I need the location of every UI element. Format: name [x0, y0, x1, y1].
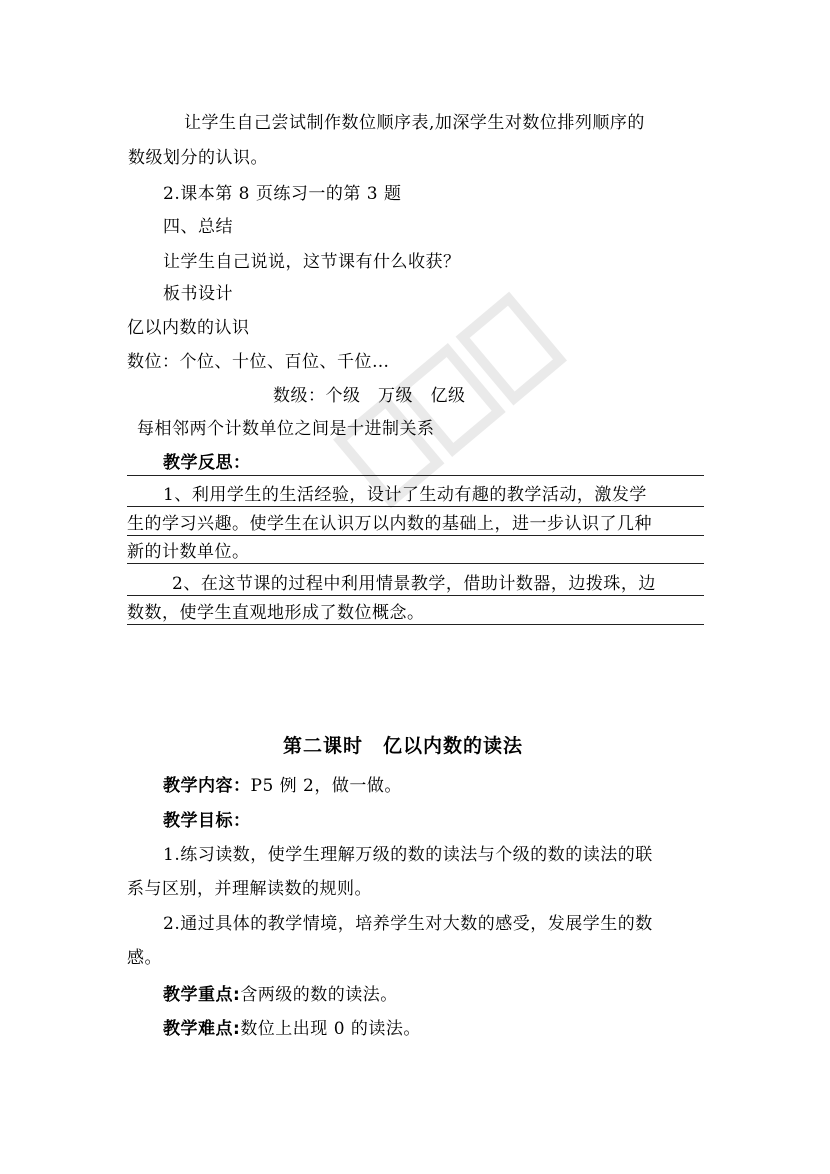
lesson-title: 第二课时 亿以内数的读法 [283, 735, 524, 757]
reflection-line: 2、在这节课的过程中利用情景教学，借助计数器，边拨珠，边 [172, 574, 656, 594]
underline [127, 475, 704, 476]
reflection-line: 1、利用学生的生活经验，设计了生动有趣的教学活动，激发学 [163, 485, 647, 505]
underline [127, 563, 704, 564]
reflection-line: 新的计数单位。 [127, 542, 250, 562]
text-line: 让学生自己说说，这节课有什么收获？ [163, 252, 461, 272]
underline [127, 624, 704, 625]
underline [127, 595, 704, 596]
board-line: 每相邻两个计数单位之间是十进制关系 [137, 419, 435, 439]
underline [127, 535, 704, 536]
content-line [163, 775, 402, 797]
text-line: 板书设计 [163, 284, 233, 304]
text-line: 让学生自己尝试制作数位顺序表,加深学生对数位排列顺序的 [184, 113, 645, 133]
goals-label: 教学目标： [163, 811, 251, 831]
content-text: P5 例 2，做一做。 [250, 776, 402, 796]
underline [127, 506, 704, 507]
key-point-label: 教学重点: [163, 985, 241, 1005]
reflection-label: 教学反思： [163, 453, 251, 473]
reflection-line: 数数，使学生直观地形成了数位概念。 [127, 603, 425, 623]
difficulty-label: 教学难点: [163, 1019, 241, 1039]
reflection-line: 生的学习兴趣。使学生在认识万以内数的基础上，进一步认识了几种 [127, 514, 652, 534]
goal-line: 2.通过具体的教学情境，培养学生对大数的感受，发展学生的数 [163, 914, 653, 934]
board-line: 数位：个位、十位、百位、千位… [127, 352, 390, 372]
goal-line: 系与区别，并理解读数的规则。 [127, 879, 372, 899]
board-title: 亿以内数的认识 [127, 318, 250, 338]
content-label: 教学内容： [163, 776, 251, 796]
goal-line: 感。 [127, 948, 162, 968]
text-line: 2.课本第 8 页练习一的第 3 题 [163, 184, 402, 204]
difficulty-text: 数位上出现 0 的读法。 [240, 1019, 421, 1039]
goal-line: 1.练习读数，使学生理解万级的数的读法与个级的数的读法的联 [163, 845, 653, 865]
key-point-line [163, 984, 398, 1006]
difficulty-line [163, 1018, 421, 1040]
section-heading: 四、总结 [163, 217, 233, 237]
key-point-text: 含两级的数的读法。 [240, 985, 398, 1005]
text-line: 数级划分的认识。 [128, 148, 268, 168]
board-line: 数级：个级 万级 亿级 [273, 386, 466, 406]
